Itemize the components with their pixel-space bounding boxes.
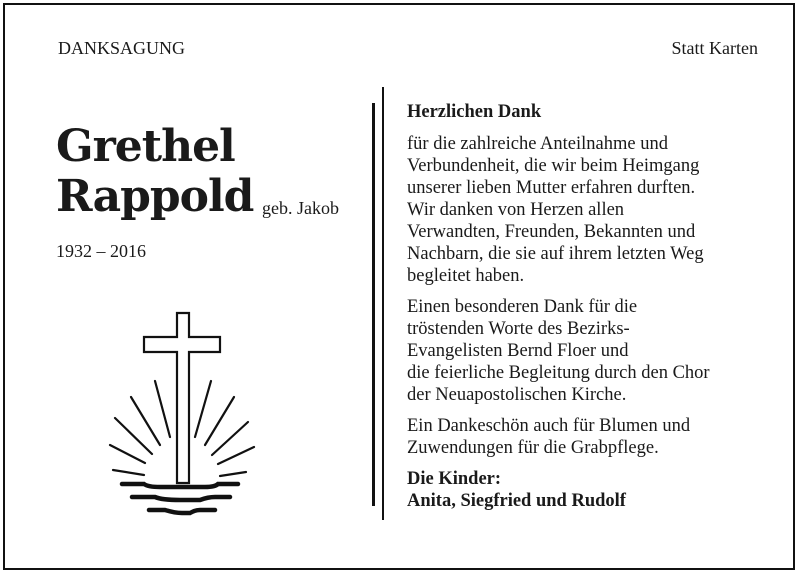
birth-name: geb. Jakob <box>262 198 339 218</box>
text-line: unserer lieben Mutter erfahren durften. <box>407 178 696 198</box>
cross-with-sunrise-icon <box>100 300 260 520</box>
divider-thick <box>372 103 375 506</box>
text-line: für die zahlreiche Anteilnahme und <box>407 134 668 154</box>
text-line: Nachbarn, die sie auf ihrem letzten Weg <box>407 244 704 264</box>
signature-line: Die Kinder: <box>407 469 502 489</box>
life-years: 1932 – 2016 <box>56 241 146 261</box>
text-line: Zuwendungen für die Grabpflege. <box>407 438 659 458</box>
statt-karten-label: Statt Karten <box>671 38 758 58</box>
text-line: Ein Dankeschön auch für Blumen und <box>407 416 691 436</box>
signature-names: Anita, Siegfried und Rudolf <box>407 491 626 511</box>
message-paragraph-2 <box>407 296 710 406</box>
thank-you-message <box>407 101 710 521</box>
text-line: der Neuapostolischen Kirche. <box>407 385 627 405</box>
last-name: Rappold <box>56 171 254 222</box>
divider-thin <box>382 87 384 520</box>
text-line: tröstenden Worte des Bezirks- <box>407 319 630 339</box>
text-line: Einen besonderen Dank für die <box>407 297 638 317</box>
text-line: die feierliche Begleitung durch den Chor <box>407 363 710 383</box>
message-heading: Herzlichen Dank <box>407 102 542 122</box>
text-line: begleitet haben. <box>407 266 525 286</box>
text-line: Evangelisten Bernd Floer und <box>407 341 629 361</box>
signature <box>407 468 710 512</box>
notice-type: DANKSAGUNG <box>58 38 186 58</box>
text-line: Verbundenheit, die wir beim Heimgang <box>407 156 700 176</box>
first-name: Grethel <box>56 121 235 172</box>
text-line: Verwandten, Freunden, Bekannten und <box>407 222 696 242</box>
text-line: Wir danken von Herzen allen <box>407 200 625 220</box>
message-paragraph-1 <box>407 133 710 287</box>
message-paragraph-3 <box>407 415 710 459</box>
